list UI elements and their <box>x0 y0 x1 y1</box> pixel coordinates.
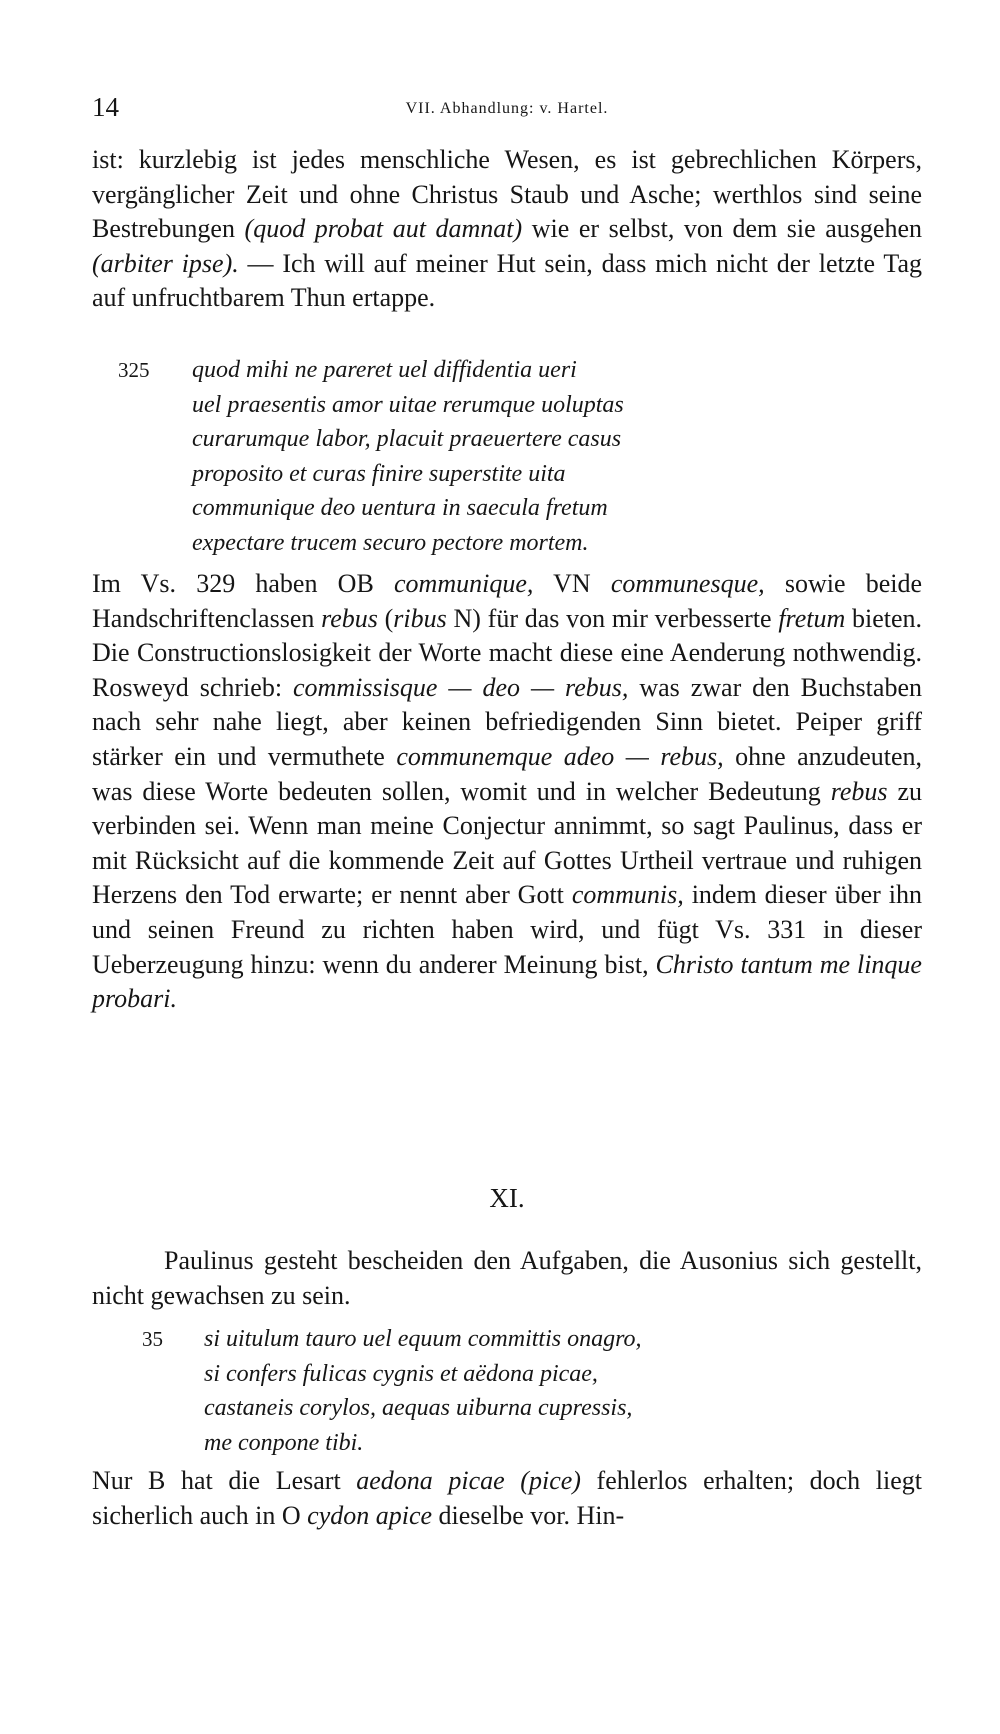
paragraph-3-text: Paulinus gesteht bescheiden den Aufgaben, die Ausonius sich gestellt, nicht gewachsen zu sein. <box>92 1246 922 1310</box>
paragraph-2-text: Im Vs. 329 haben OB <box>92 569 394 598</box>
paragraph-2-latin: communis, <box>571 880 684 910</box>
paragraph-2-latin: communique, <box>394 569 534 598</box>
verse-line-text: me conpone tibi. <box>204 1429 364 1456</box>
paragraph-2-latin: rebus <box>321 603 378 633</box>
paragraph-4 <box>92 1464 922 1533</box>
paragraph-2-text: sowie beide Handschriftenclassen <box>92 569 922 633</box>
verse-line-text: castaneis corylos, aequas uiburna cupressis, <box>204 1395 633 1422</box>
verse-block-1 <box>92 353 922 561</box>
section-heading: XI. <box>489 1183 525 1213</box>
paragraph-2 <box>92 567 922 1017</box>
paragraph-2-text: indem dieser über ihn und seinen Freund zu richten haben wird, und fügt Vs. 331 in dieser Ueberzeugung hinzu: wenn du anderer Meinung bist, <box>92 880 922 979</box>
paragraph-2-text: was zwar den Buchstaben nach sehr nahe liegt, aber keinen befriedigenden Sinn bietet. Peiper griff stärker ein und vermuthete <box>92 672 922 771</box>
paragraph-2-latin: Christo tantum me linque probari. <box>92 949 922 1014</box>
paragraph-4-text: Nur B hat die Lesart <box>92 1466 357 1495</box>
paragraph-2-latin: fretum <box>778 603 846 633</box>
verse-line <box>92 457 922 492</box>
verse-line <box>92 422 922 457</box>
paragraph-2-text: ( <box>377 603 394 633</box>
verse-line-text: communique deo uentura in saecula fretum <box>192 495 608 522</box>
paragraph-1-quote-2: (arbiter ipse). <box>92 248 239 278</box>
paragraph-4-text: dieselbe vor. Hin- <box>432 1500 625 1530</box>
verse-line-text: si confers fulicas cygnis et aëdona picae, <box>204 1360 598 1387</box>
verse-line <box>92 1357 922 1392</box>
paragraph-2-latin: rebus <box>830 776 888 806</box>
verse-line-text: uel praesentis amor uitae rerumque uoluptas <box>192 391 624 418</box>
paragraph-2-text: bieten. Die Constructionslosigkeit der Worte macht diese eine Aenderung nothwendig. Rosweyd schrieb: <box>92 603 923 702</box>
paragraph-4-latin: aedona picae (pice) <box>356 1466 581 1495</box>
verse-number: 35 <box>142 1327 163 1351</box>
paragraph-1-text-e: — Ich will auf meiner Hut sein, dass mich nicht der letzte Tag auf unfruchtbarem Thun ertappe. <box>92 248 922 313</box>
running-title: VII. Abhandlung: v. Hartel. <box>405 100 609 117</box>
verse-line <box>92 526 922 561</box>
paragraph-1-quote-1: (quod probat aut damnat) <box>244 214 523 244</box>
verse-line-text: si uitulum tauro uel equum committis onagro, <box>204 1326 642 1352</box>
paragraph-4-text: fehlerlos erhalten; doch liegt sicherlich auch in O <box>92 1466 922 1530</box>
paragraph-1-text-c: wie er selbst, von dem sie ausgehen <box>522 214 922 244</box>
verse-number: 325 <box>118 358 150 382</box>
paragraph-2-text: ohne anzudeuten, was diese Worte bedeuten sollen, womit und in welcher Bedeutung <box>92 741 922 806</box>
verse-line-text: quod mihi ne pareret uel diffidentia ueri <box>192 357 577 383</box>
verse-line <box>92 1391 922 1426</box>
paragraph-2-text: zu verbinden sei. Wenn man meine Conjectur annimmt, so sagt Paulinus, dass er mit Rücksicht auf die kommende Zeit auf Gottes Urtheil vertraue und ruhigen Herzens den Tod erwarte; er nennt aber Gott <box>92 776 922 910</box>
verse-line <box>92 353 922 388</box>
paragraph-2-latin: communemque adeo — rebus, <box>396 741 724 771</box>
verse-line <box>92 388 922 423</box>
paragraph-2-latin: communesque, <box>610 569 765 598</box>
verse-line-text: expectare trucem securo pectore mortem. <box>192 529 589 556</box>
page-number: 14 <box>92 92 119 122</box>
paragraph-3 <box>92 1244 922 1313</box>
paragraph-2-text: VN <box>533 569 611 598</box>
verse-block-2 <box>92 1322 922 1460</box>
verse-line <box>92 1322 922 1357</box>
verse-line-text: curarumque labor, placuit praeuertere casus <box>192 426 622 453</box>
verse-line <box>92 1426 922 1461</box>
paragraph-1 <box>92 143 922 316</box>
page-header <box>92 92 922 132</box>
paragraph-2-latin: ribus <box>393 603 447 633</box>
paragraph-4-latin: cydon apice <box>307 1500 433 1530</box>
paragraph-2-latin: commissisque — deo — rebus, <box>293 672 629 702</box>
verse-line <box>92 491 922 526</box>
paragraph-2-text: N) für das von mir verbesserte <box>446 603 779 633</box>
verse-line-text: proposito et curas finire superstite uita <box>192 460 566 487</box>
paragraph-1-text-a: ist: kurzlebig ist jedes menschliche Wesen, es ist gebrechlichen Körpers, vergänglicher Zeit und ohne Christus Staub und Asche; werthlos sind seine Bestrebungen <box>92 145 922 244</box>
